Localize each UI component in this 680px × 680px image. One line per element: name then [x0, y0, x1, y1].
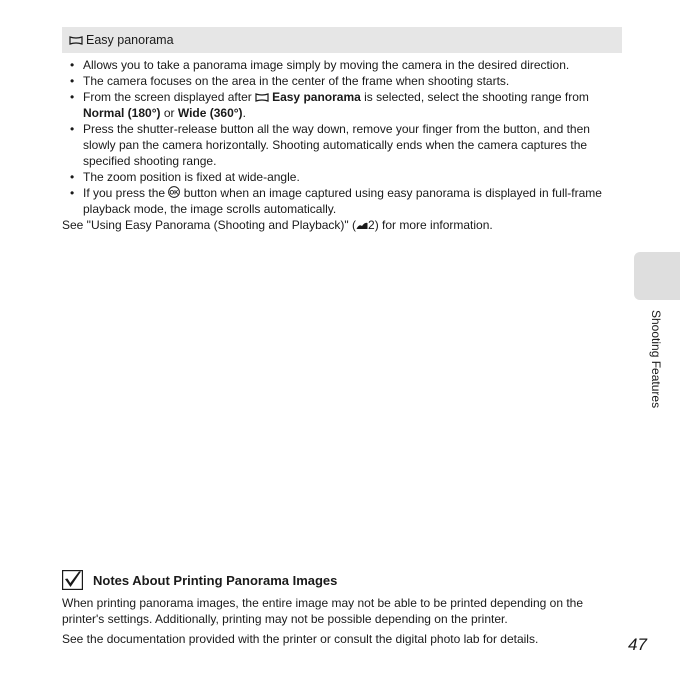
page-number: 47 [628, 635, 647, 654]
bullet-dot-icon: • [70, 186, 75, 200]
bullet-text: If you press the [83, 186, 169, 200]
list-item [68, 121, 616, 169]
ok-button-icon [168, 186, 180, 198]
bullet-dot-icon: • [70, 90, 75, 104]
list-item [68, 89, 616, 121]
bullet-text: The camera focuses on the area in the center of the frame when shooting starts. [83, 74, 510, 88]
bullet-text: or [160, 106, 178, 120]
panorama-icon [69, 36, 83, 45]
bullet-dot-icon: • [70, 170, 75, 184]
list-item [68, 73, 616, 89]
range-option-wide: Wide (360°) [177, 106, 243, 120]
panorama-icon [255, 93, 269, 102]
note-heading [62, 569, 337, 591]
bullet-text: button when an image captured using easy panorama is displayed in full-frame playback mode, the image scrolls automatically. [83, 186, 602, 216]
see-also-line [62, 217, 493, 233]
bullet-text: Allows you to take a panorama image simply by moving the camera in the desired direction. [83, 58, 570, 72]
note-body [62, 595, 622, 647]
list-item [68, 57, 616, 73]
see-also-text: ) for more information. [374, 218, 493, 232]
note-paragraph: See the documentation provided with the printer or consult the digital photo lab for details. [62, 632, 539, 646]
bullet-text: . [242, 106, 246, 120]
section-title: Easy panorama [86, 33, 174, 47]
chapter-side-label: Shooting Features [649, 310, 663, 409]
list-item [68, 185, 616, 217]
note-paragraph: When printing panorama images, the entire image may not be able to be printed depending on the printer's settings. Additionally, printing may not be possible depending on the printer. [62, 596, 584, 626]
range-option-normal: Normal (180°) [83, 106, 161, 120]
list-item [68, 169, 616, 185]
section-header [62, 27, 622, 53]
see-also-text: See "Using Easy Panorama (Shooting and Playback)" ( [62, 218, 357, 232]
reference-section-icon [356, 218, 368, 227]
bullet-text: Press the shutter-release button all the way down, remove your finger from the button, and then slowly pan the camera horizontally. Shooting automatically ends when the camera captures the specified shooting range. [83, 122, 590, 168]
note-title: Notes About Printing Panorama Images [93, 572, 338, 588]
bullet-dot-icon: • [70, 74, 75, 88]
bullet-dot-icon: • [70, 58, 75, 72]
see-also-page-ref: 2 [368, 218, 375, 232]
chapter-side-tab [634, 252, 680, 300]
bullet-text: The zoom position is fixed at wide-angle. [83, 170, 300, 184]
ok-button-label: OK [169, 190, 179, 197]
bullet-text: is selected, select the shooting range from [360, 90, 589, 104]
mode-name: Easy panorama [272, 90, 361, 104]
check-note-icon [62, 570, 83, 590]
bullet-text: From the screen displayed after [83, 90, 256, 104]
feature-bullet-list [68, 57, 616, 217]
bullet-dot-icon: • [70, 122, 75, 136]
